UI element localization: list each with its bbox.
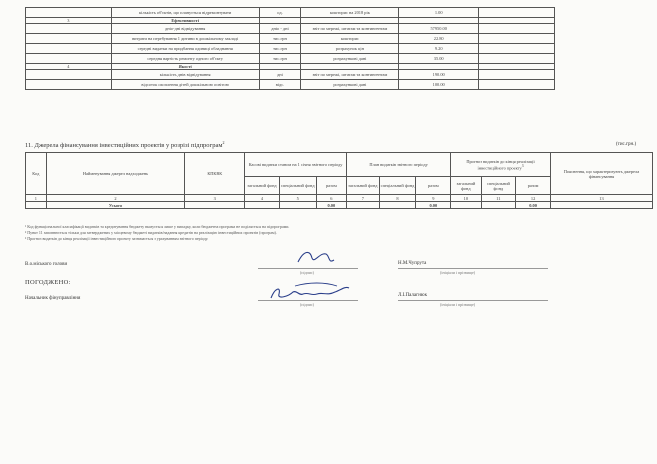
indicator-row: [26, 8, 555, 18]
column-number: 9: [416, 195, 451, 202]
indicator-row: [26, 24, 555, 34]
indicator-name: витрати на перебування 1 дитини в дошкільному закладі: [111, 34, 259, 44]
footnote-2: ² Пункт 11 заповнюється тільки для затверджених у місцевому бюджеті видатків/надання кредитів на реалізацію інвестиційних проектів (програм).: [25, 230, 277, 235]
subheader-total: разом: [316, 177, 346, 195]
row-number: 4: [26, 64, 112, 70]
head-signature-icon: [290, 248, 340, 270]
indicator-value: 35.00: [399, 54, 479, 64]
column-number: 1: [26, 195, 47, 202]
indicator-unit: тис.грн: [259, 54, 301, 64]
subheader-special-fund: спеціальний фонд: [481, 177, 516, 195]
total-label: Усього: [46, 202, 185, 209]
indicator-name: кількість днів відвідування: [111, 70, 259, 80]
indicator-name: днto-дні відвідування: [111, 24, 259, 34]
blank-cell: [479, 44, 555, 54]
section-title: [25, 140, 224, 149]
column-number: 13: [550, 195, 652, 202]
indicators-table-body: [26, 8, 555, 90]
fin-name-line: [398, 300, 548, 301]
fin-number-row: [26, 195, 653, 202]
col-group-cash: Касові видатки станом на 1 січня звітного періоду: [245, 153, 347, 177]
head-sign-line: [258, 268, 358, 269]
indicator-unit: днto - дні: [259, 24, 301, 34]
total-empty-8: [379, 202, 416, 209]
footnote-1: ¹ Код функціональної класифікації видатків та кредитування бюджету вказується лише у випадку, коли бюджетна програма не поділяється на підпрограми.: [25, 224, 290, 229]
total-col-12: 0.00: [516, 202, 551, 209]
head-sign-caption: (підпис): [300, 270, 315, 275]
row-number: [26, 24, 112, 34]
head-label: В.о.міського голови: [25, 262, 68, 267]
indicator-name: відсоток охоплення дітей дошкільною освітою: [111, 80, 259, 90]
subheader-special-fund: спеціальний фонд: [379, 177, 416, 195]
blank-cell: [479, 34, 555, 44]
total-empty-5: [279, 202, 316, 209]
row-number: [26, 54, 112, 64]
head-name: Н.М.Чупрута: [398, 261, 427, 266]
fin-sign-line: [258, 300, 358, 301]
fin-name-caption: (ініціали і прізвище): [440, 302, 476, 307]
total-empty-4: [245, 202, 280, 209]
subheader-general-fund: загальний фонд: [451, 177, 481, 195]
indicator-value: 100.00: [399, 80, 479, 90]
indicator-row: [26, 80, 555, 90]
column-number: 11: [481, 195, 516, 202]
indicator-value: 22.80: [399, 34, 479, 44]
column-number: 3: [185, 195, 245, 202]
subheader-total: разом: [516, 177, 551, 195]
column-number: 7: [347, 195, 380, 202]
indicator-name: Ефективності: [111, 18, 259, 24]
subheader-special-fund: спеціальний фонд: [279, 177, 316, 195]
indicator-row: [26, 34, 555, 44]
blank-cell: [479, 8, 555, 18]
total-col-6: 0.00: [316, 202, 346, 209]
indicator-source: звіт по мережі, штатам та контингентам: [301, 24, 399, 34]
head-name-caption: (ініціали і прізвище): [440, 270, 476, 275]
col-kpkvk: КПКВК: [185, 153, 245, 195]
subheader-general-fund: загальний фонд: [347, 177, 380, 195]
fin-head-label: Начальник фінуправління: [25, 296, 81, 301]
total-col-9: 0.00: [416, 202, 451, 209]
financing-table: [25, 152, 653, 209]
col-explanation: Пояснення, що характеризують джерела фінансування: [550, 153, 652, 195]
row-number: [26, 44, 112, 54]
row-number: [26, 70, 112, 80]
footnotes: [25, 224, 625, 242]
col-group-plan: План видатків звітного періоду: [347, 153, 451, 177]
row-number: [26, 8, 112, 18]
column-number: 6: [316, 195, 346, 202]
blank-cell: [479, 24, 555, 34]
total-empty-1: [26, 202, 47, 209]
blank-cell: [479, 70, 555, 80]
row-number: 3: [26, 18, 112, 24]
indicator-value: 190.00: [399, 70, 479, 80]
head-name-line: [398, 268, 548, 269]
total-empty-3: [185, 202, 245, 209]
indicator-name: середні видатки на придбання одиниці обладнання: [111, 44, 259, 54]
fin-total-row: [26, 202, 653, 209]
indicator-row: [26, 54, 555, 64]
indicator-source: розрахунок цін: [301, 44, 399, 54]
blank-cell: [479, 80, 555, 90]
indicator-unit: од.: [259, 8, 301, 18]
subheader-total: разом: [416, 177, 451, 195]
units-note: (тис.грн.): [616, 142, 637, 147]
col-group-forecast: [451, 153, 551, 177]
column-number: 12: [516, 195, 551, 202]
indicator-name: Якості: [111, 64, 259, 70]
indicator-unit: дні: [259, 70, 301, 80]
subheader-general-fund: загальний фонд: [245, 177, 280, 195]
indicator-row: [26, 44, 555, 54]
section-title-text: 11. Джерела фінансування інвестиційних проектів у розрізі підпрограм: [25, 142, 223, 150]
indicator-source: звіт по мережі, штатам та контингентам: [301, 70, 399, 80]
indicator-value: 9.20: [399, 44, 479, 54]
col-group-forecast-footnote: 3: [521, 163, 524, 168]
indicator-source: кошторис на 2018 рік: [301, 8, 399, 18]
column-number: 5: [279, 195, 316, 202]
indicator-value: 57950.00: [399, 24, 479, 34]
indicator-source: кошторис: [301, 34, 399, 44]
col-group-forecast-text: Прогноз видатків до кінця реалізації інвестиційного проекту: [466, 158, 535, 171]
indicator-unit: тис.грн: [259, 34, 301, 44]
fin-sign-caption: (підпис): [300, 302, 315, 307]
indicator-unit: тис.грн: [259, 44, 301, 54]
indicator-value: 1.00: [399, 8, 479, 18]
total-empty-13: [550, 202, 652, 209]
total-empty-10: [451, 202, 481, 209]
indicator-unit: відс.: [259, 80, 301, 90]
fin-header-row: [26, 153, 653, 177]
indicator-name: середня вартість ремонту одного об'єкту: [111, 54, 259, 64]
section-title-footnote: 2: [222, 140, 225, 145]
column-number: 2: [46, 195, 185, 202]
total-empty-11: [481, 202, 516, 209]
column-number: 8: [379, 195, 416, 202]
indicator-row: [26, 70, 555, 80]
indicator-source: розрахункові дані: [301, 80, 399, 90]
col-code: Код: [26, 153, 47, 195]
agreed-label: ПОГОДЖЕНО:: [25, 279, 71, 286]
col-source-name: Найменування джерел надходжень: [46, 153, 185, 195]
fin-head-name: Л.І.Палагнюк: [398, 293, 428, 298]
indicator-source: розрахункові дані: [301, 54, 399, 64]
indicators-table: [25, 7, 555, 90]
row-number: [26, 34, 112, 44]
blank-cell: [479, 54, 555, 64]
row-number: [26, 80, 112, 90]
footnote-3: ³ Прогноз видатків до кінця реалізації інвестиційного проекту зазначається з урахуванням звітного періоду.: [25, 236, 209, 241]
column-number: 4: [245, 195, 280, 202]
column-number: 10: [451, 195, 481, 202]
total-empty-7: [347, 202, 380, 209]
indicator-name: кількість об'єктів, що планується відремонтувати: [111, 8, 259, 18]
